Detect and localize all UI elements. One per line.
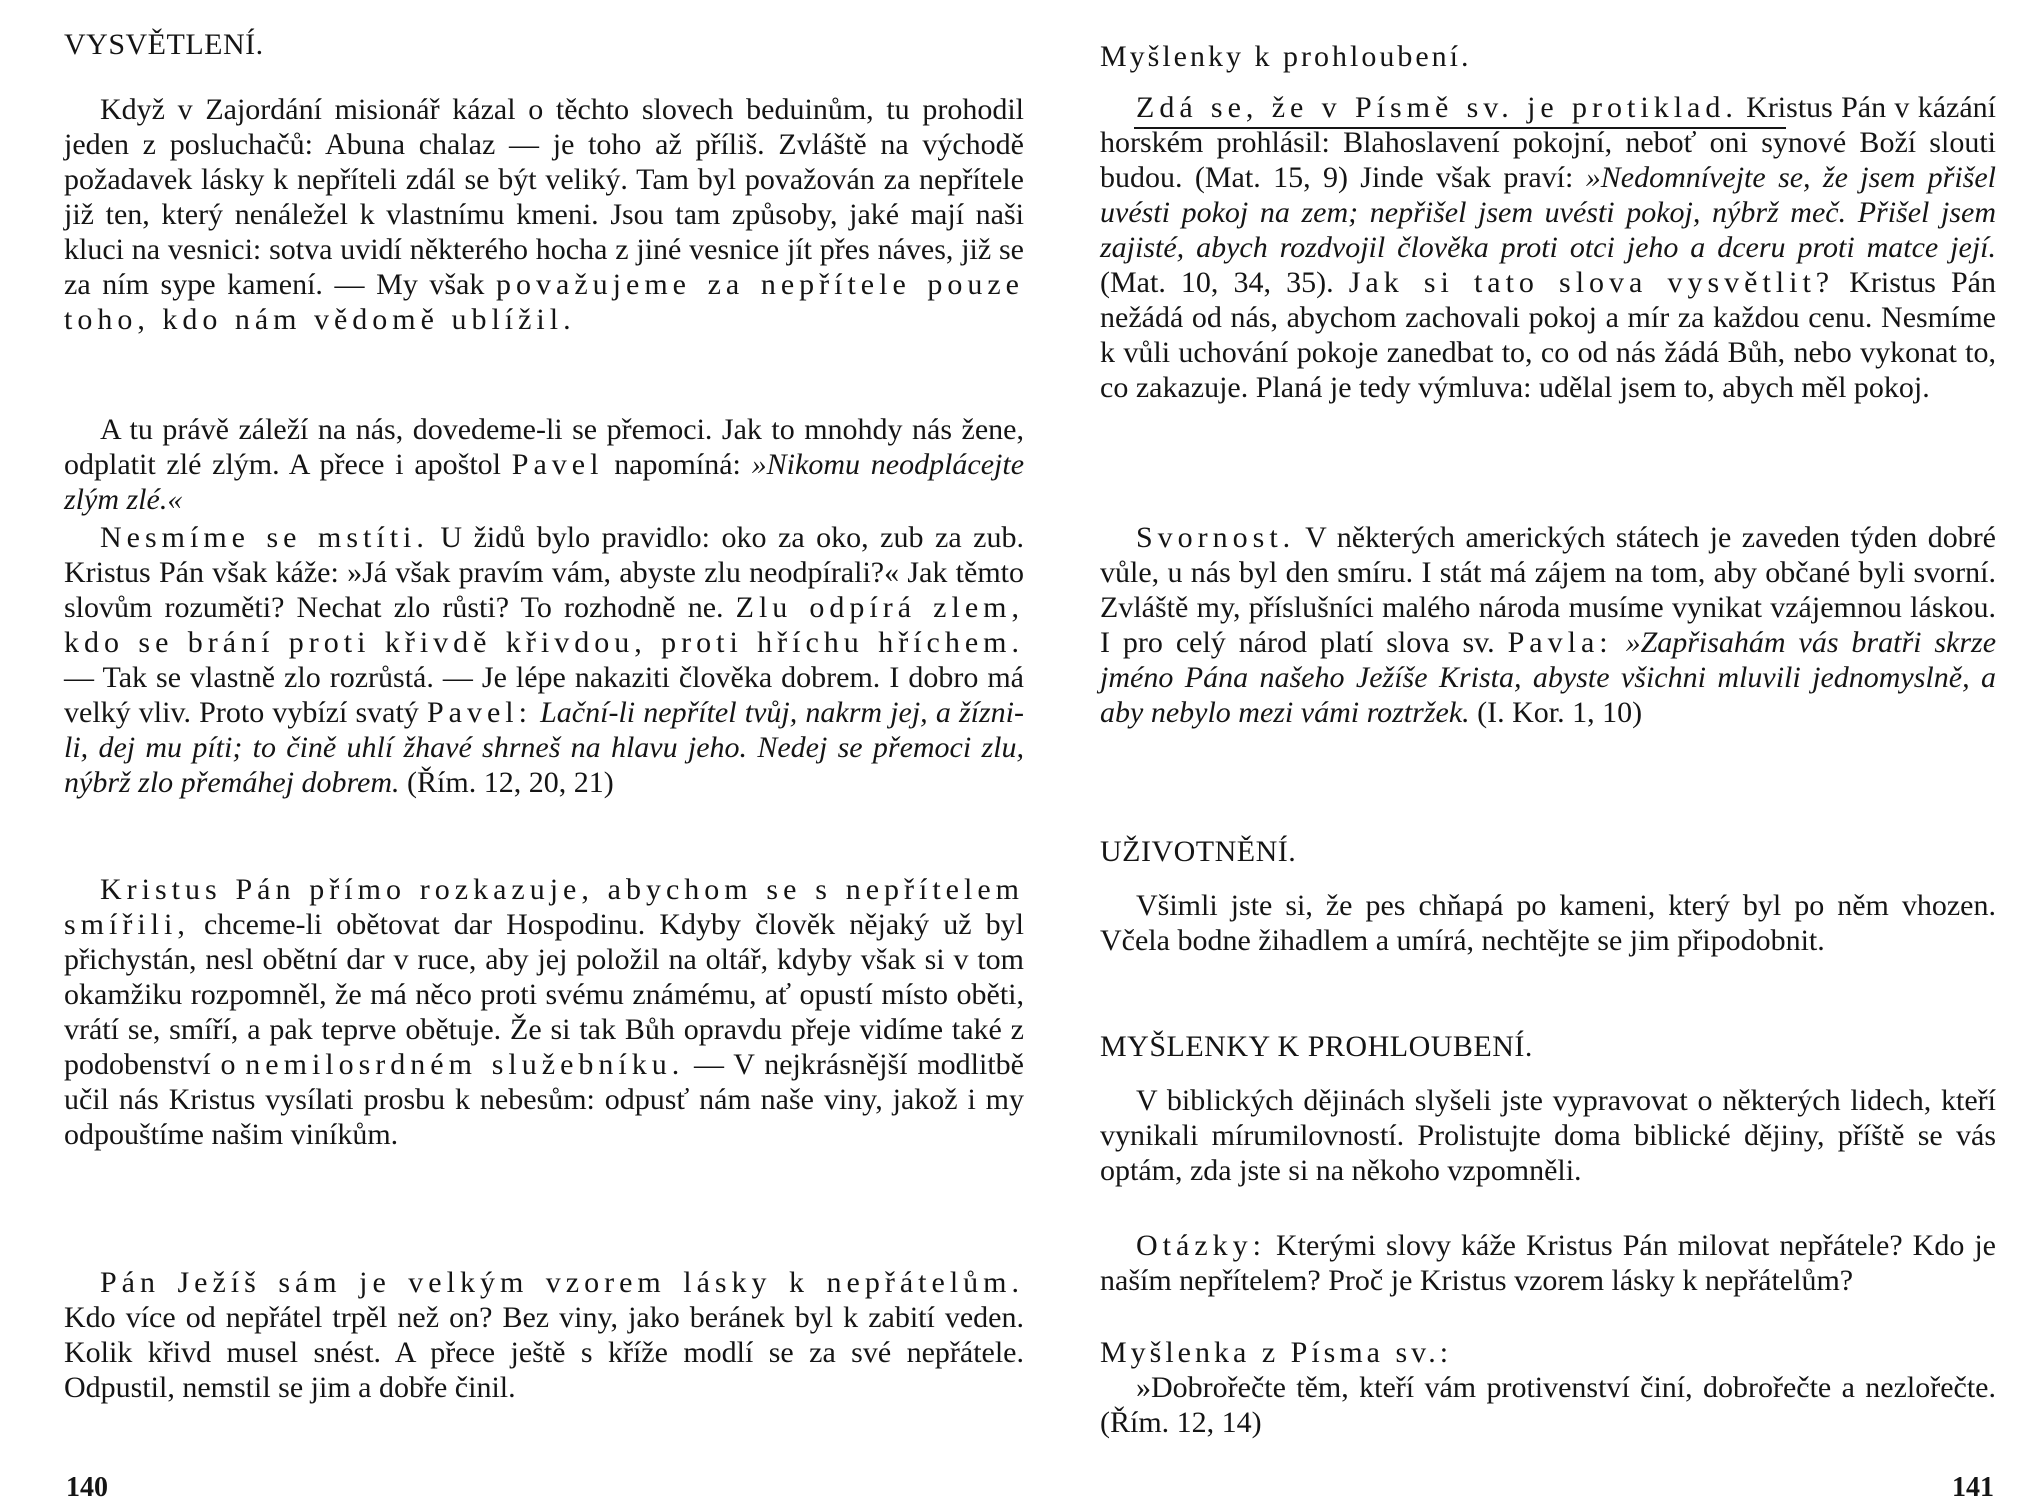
scripture-reference: (Řím. 12, 20, 21) [407,766,614,799]
spaced-emphasis: Zdá se, že v Písmě sv. je protiklad. [1136,91,1738,124]
paragraph-missionary [64,92,1024,337]
section-heading-myslenky: Myšlenky k prohloubení. [1100,40,1472,73]
paragraph-text: — Tak se vlastně zlo rozrůstá. — Je lépe nakaziti člověka dobrem. I dobro má velký vliv. Proto vybízí svatý [64,661,1024,729]
section-heading-myslenky-caps: MYŠLENKY K PROHLOUBENÍ. [1100,1030,1533,1063]
spaced-emphasis: Jak si tato slova vysvětlit? [1348,266,1835,299]
paragraph-questions [1100,1228,1996,1298]
paragraph-no-revenge [64,520,1024,800]
paragraph-reconcile [64,872,1024,1152]
paragraph-concord [1100,520,1996,730]
paragraph-text: A tu právě záleží na nás, dovedeme-li se přemoci. Jak to mnohdy nás žene, odplatit zlé zlým. A přece i apoštol [64,413,1024,481]
paragraph-text: chceme-li obětovat dar Hospodinu. Kdyby člověk nějaký už byl přichystán, nesl obětní dar v ruce, aby jej položil na oltář, kdyby však si v tom okamžiku rozpomněl, že má něco proti svému známému, ať opustí místo oběti, vrátí se, smíří, a pak teprve obětuje. Že si tak Bůh opravdu přeje vidíme také z podobenství o [64,908,1025,1081]
scripture-reference: (I. Kor. 1, 10) [1477,696,1643,729]
scripture-reference: (Mat. 10, 34, 35). [1100,266,1334,299]
paragraph-text: »Dobrořečte těm, kteří vám protivenství činí, dobrořečte a nezlořečte. (Řím. 12, 14) [1100,1371,1996,1439]
spaced-emphasis: Otázky: [1136,1229,1266,1262]
paragraph-text: U židů bylo pravidlo: oko za oko, zub za zub. Kristus Pán však káže: »Já však pravím vám, abyste zlu neodpírali?« Jak těmto slovům rozuměti? Nechat zlo růsti? To rozhodně ne. [64,521,1024,624]
name-emphasis: Pavel [511,448,604,481]
paragraph-text: Kristus Pán nežádá od nás, abychom zachovali pokoj a mír za každou cenu. Nesmíme k vůli uchování pokoje zanedbat to, co od nás žádá Bůh, nebo vykonat to, co zakazuje. Planá je tedy výmluva: udělal jsem to, abych měl pokoj. [1100,266,1996,404]
spaced-emphasis: Svornost. [1136,521,1296,554]
paragraph-text: V biblických dějinách slyšeli jste vypravovat o některých lidech, kteří vynikali mírumilovností. Prolistujte doma biblické dějiny, příště se vás optám, zda jste si na někoho vzpomněli. [1100,1084,1996,1187]
paragraph-text: — V nejkrásnější modlitbě učil nás Kristus vysílati prosbu k nebesům: odpusť nám naše viny, jakož i my odpouštíme našim viníkům. [64,1048,1024,1151]
paragraph-dog-bee [1100,888,1996,958]
page-number: 140 [66,1472,108,1503]
paragraph-text: Kdo více od nepřátel trpěl než on? Bez viny, jako beránek byl k zabití veden. Kolik křivd musel snést. A přece ještě s kříže modlí se za své nepřátele. Odpustil, nemstil se jim a dobře činil. [64,1301,1024,1404]
right-page [1100,0,1997,1503]
paragraph-biblical-history [1100,1083,1996,1188]
quote-italic: Lační-li nepřítel tvůj, nakrm jej, a žízni-li, dej mu píti; to čině uhlí žhavé shrneš na hlavu jeho. Nedej se přemoci zlu, nýbrž zlo přemáhej dobrem. [64,696,1024,799]
paragraph-scripture-thought [1100,1370,1996,1440]
paragraph-text: Všimli jste si, že pes chňapá po kameni, který byl po něm vhozen. Včela bodne žihadlem a umírá, nechtějte se jim připodobnit. [1100,889,1996,957]
paragraph-text: Kterými slovy káže Kristus Pán milovat nepřátele? Kdo je naším nepřítelem? Proč je Kristus vzorem lásky k nepřátelům? [1100,1229,1996,1297]
quote-italic: »Nedomnívejte se, že jsem přišel uvésti pokoj na zem; nepřišel jsem uvésti pokoj, nýbrž meč. Přišel jsem zajisté, abych rozdvojil člověka proti otci jeho a dceru proti matce její. [1100,161,1997,264]
left-page [64,0,1025,1503]
spaced-emphasis: Kristus Pán přímo rozkazuje, abychom se s nepřítelem smířili, [64,873,1024,941]
spaced-emphasis: nemilosrdném služebníku. [245,1048,685,1081]
paragraph-text: Kristus Pán v kázání horském prohlásil: Blahoslavení pokojní, neboť oni synové Boží slouti budou. (Mat. 15, 9) Jinde však praví: [1100,91,1996,194]
paragraph-text: V některých amerických státech je zaveden týden dobré vůle, u nás byl den smíru. I stát má zájem na tom, aby občané byli svorní. Zvláště my, příslušníci malého národa musíme vynikat vzájemnou láskou. I pro celý národ platí slova sv. [1100,521,1996,659]
paragraph-jesus-example [64,1265,1024,1405]
spaced-emphasis: Zlu odpírá zlem, kdo se brání proti křivdě křivdou, proti hříchu hříchem. [64,591,1024,659]
name-emphasis: Pavel: [426,696,532,729]
page-number: 141 [1952,1472,1994,1503]
scripture-thought-label: Myšlenka z Písma sv.: [1100,1336,1453,1369]
spaced-emphasis: Nesmíme se mstíti. [100,521,429,554]
section-heading-uzivotneni: UŽIVOTNĚNÍ. [1100,835,1297,868]
paragraph-overcome [64,412,1024,517]
quote-italic: »Zapřisahám vás bratři skrze jméno Pána našeho Ježíše Krista, abyste všichni mluvili jednomyslně, a aby nebylo mezi vámi roztržek. [1100,626,1997,729]
section-heading-vysvetleni: VYSVĚTLENÍ. [64,28,264,61]
quote-italic: »Nikomu neodplácejte zlým zlé.« [64,448,1025,516]
paragraph-text: napomíná: [614,448,741,481]
paragraph-contradiction [1100,90,1996,405]
spaced-emphasis: považujeme za nepřítele pouze toho, kdo nám vědomě ublížil. [64,268,1024,336]
paragraph-text: Když v Zajordání misionář kázal o těchto slovech beduinům, tu prohodil jeden z posluchačů: Abuna chalaz — je toho až příliš. Zvláště na východě požadavek lásky k nepříteli zdál se být veliký. Tam byl považován za nepřítele již ten, který nenáležel k vlastnímu kmeni. Jsou tam způsoby, jaké mají naši kluci na vesnici: sotva uvidí některého hocha z jiné vesnice jít přes náves, již se za ním sype kamení. — My však [64,93,1024,301]
spaced-emphasis: Pán Ježíš sám je velkým vzorem lásky k nepřátelům. [100,1266,1024,1299]
name-emphasis: Pavla: [1507,626,1613,659]
